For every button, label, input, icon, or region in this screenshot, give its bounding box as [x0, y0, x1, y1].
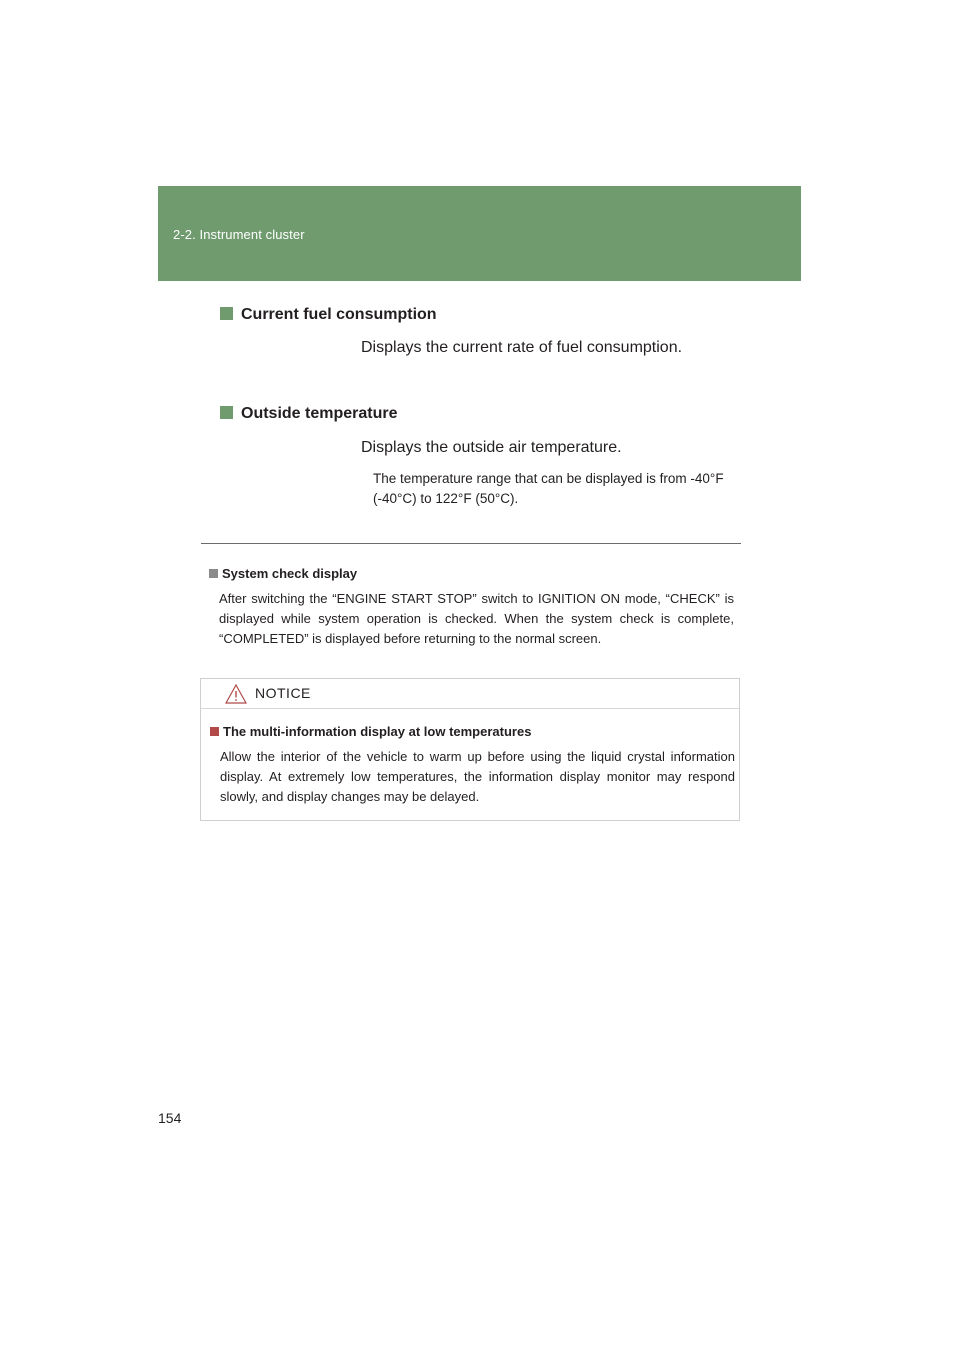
chapter-section-title: 2-2. Instrument cluster	[173, 227, 305, 242]
warning-triangle-icon	[225, 684, 247, 704]
square-bullet-icon	[220, 307, 233, 320]
divider-line	[201, 543, 741, 544]
page-number: 154	[158, 1110, 182, 1126]
section-heading-fuel	[220, 306, 437, 324]
section-heading-text: Current fuel consumption	[241, 306, 437, 323]
info-heading-text: System check display	[222, 566, 358, 581]
chapter-header-bar	[158, 186, 801, 281]
notice-body: Allow the interior of the vehicle to warm up before using the liquid crystal information display. At extremely low temperatures, the information display monitor may respond slowly, and display changes may be delayed.	[220, 749, 735, 804]
section-heading-temperature	[220, 405, 397, 423]
small-square-bullet-icon	[209, 569, 218, 578]
notice-subheading-text: The multi-information display at low temperatures	[223, 724, 532, 739]
notice-title: NOTICE	[255, 685, 311, 701]
info-body: After switching the “ENGINE START STOP” switch to IGNITION ON mode, “CHECK” is displayed while system operation is checked. When the system check is complete, “COMPLETED” is displayed before returning to the normal screen.	[219, 591, 734, 646]
info-heading	[209, 566, 357, 581]
notice-box	[200, 678, 740, 821]
notice-header	[201, 679, 739, 709]
section-note-temperature: The temperature range that can be displayed is from -40°F (-40°C) to 122°F (50°C).	[373, 471, 724, 506]
section-body-temperature: Displays the outside air temperature.	[361, 439, 622, 456]
notice-subheading	[210, 724, 531, 739]
section-body-fuel: Displays the current rate of fuel consumption.	[361, 339, 683, 356]
small-square-bullet-icon	[210, 727, 219, 736]
section-heading-text: Outside temperature	[241, 405, 398, 422]
square-bullet-icon	[220, 406, 233, 419]
